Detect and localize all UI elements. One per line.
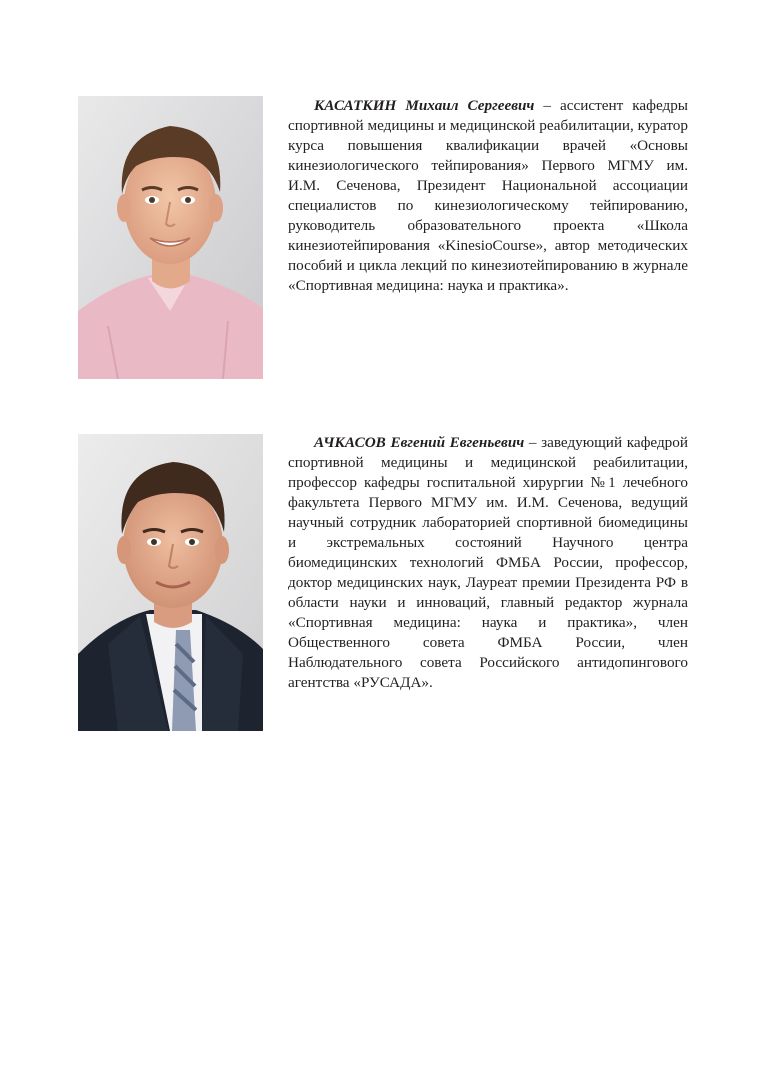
author-photo-kasatkin xyxy=(78,96,263,379)
author-given-names: Михаил Сергеевич xyxy=(405,97,535,114)
author-bio-achkasov xyxy=(288,433,688,693)
author-bio-kasatkin xyxy=(288,96,688,296)
author-bio-text: – ассистент кафедры спортивной медицины и медицинской реабилитации, куратор курса повышения квалификации врачей «Основы кинезиологического тейпирования» Первого МГМУ им. И.М. Сеченова, Президент Национальной ассоциации специалистов по кинезиологическому тейпированию, руководитель образовательного проекта «Школа кинезиотейпирования «KinesioCourse», автор методических пособий и цикла лекций по кинезиотейпированию в журнале «Спортивная медицина: наука и практика». xyxy=(288,97,689,294)
author-surname: АЧКАСОВ xyxy=(314,434,386,451)
author-name-achkasov xyxy=(314,434,524,451)
author-name-kasatkin xyxy=(314,97,534,114)
author-photo-achkasov xyxy=(78,434,263,731)
author-surname: КАСАТКИН xyxy=(314,97,397,114)
author-given-names: Евгений Евгеньевич xyxy=(390,434,525,451)
author-bio-text: – заведующий кафедрой спортивной медицины и медицинской реабилитации, профессор кафедры госпитальной хирургии №1 лечебного факультета Первого МГМУ им. И.М. Сеченова, ведущий научный сотрудник лабораторией спортивной биомедицины и экстремальных состояний Научного центра биомедицинских технологий ФМБА России, профессор, доктор медицинских наук, Лауреат премии Президента РФ в области науки и инноваций, главный редактор журнала «Спортивная медицина: наука и практика», член Общественного совета ФМБА России, член Наблюдательного совета Российского антидопингового агентства «РУСАДА». xyxy=(288,434,689,691)
